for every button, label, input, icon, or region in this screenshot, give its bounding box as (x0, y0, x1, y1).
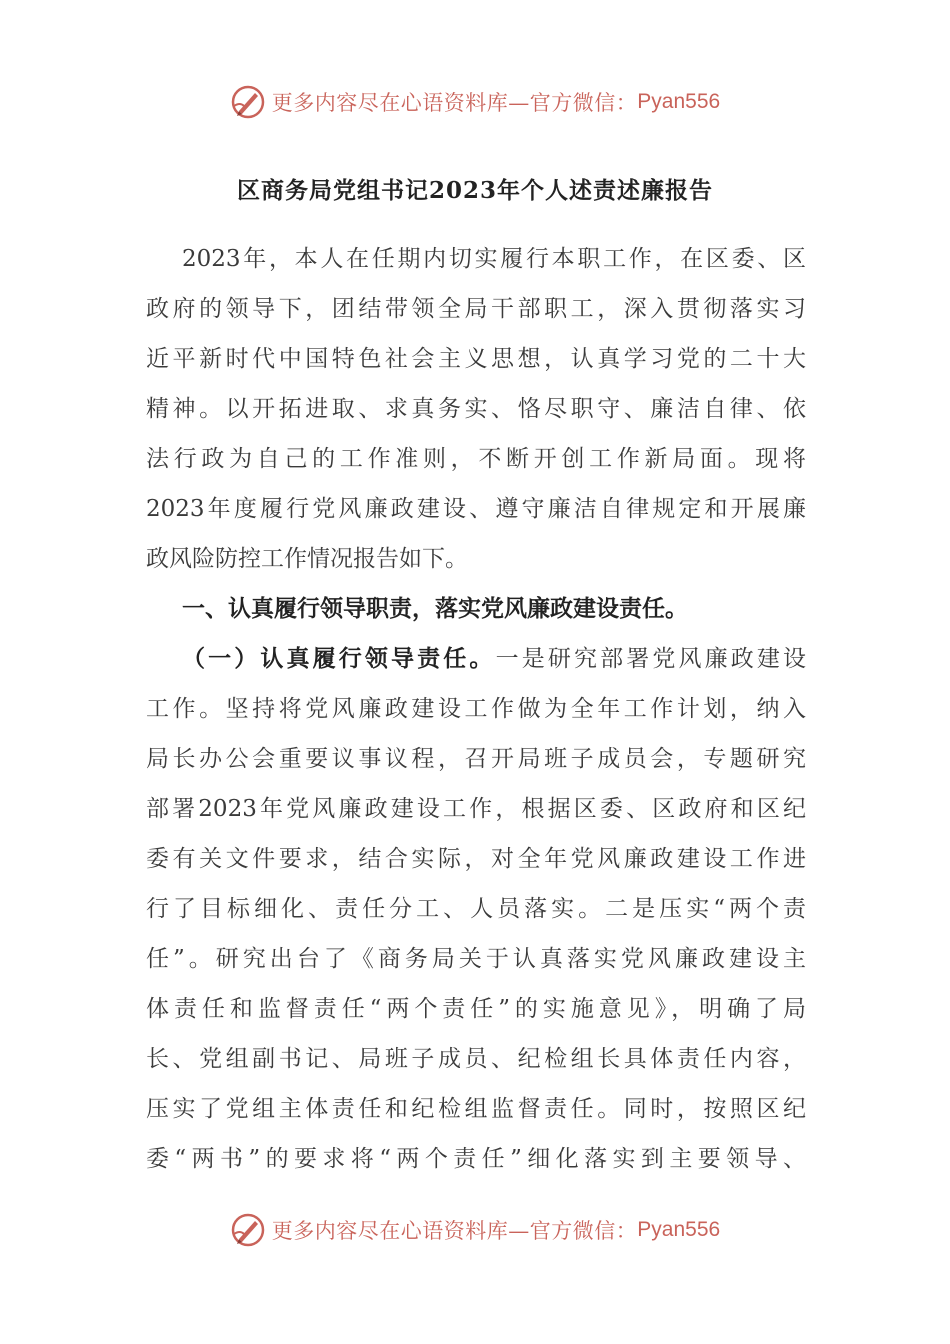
text-line: 2023年度履行党风廉政建设、遵守廉洁自律规定和开展廉 (146, 496, 806, 522)
pen-logo-icon (230, 1212, 266, 1248)
footer-banner (0, 1208, 950, 1252)
header-banner (0, 80, 950, 124)
subsection-heading-1: （一）认真履行领导责任。 (182, 645, 496, 672)
text-line: 政府的领导下，团结带领全局干部职工，深入贯彻落实习 (146, 296, 806, 322)
banner-text: 更多内容尽在心语资料库—官方微信： (271, 91, 638, 115)
text-line: 精神。以开拓进取、求真务实、恪尽职守、廉洁自律、依 (146, 396, 806, 422)
text-line: 行了目标细化、责任分工、人员落实。二是压实“两个责 (146, 896, 806, 922)
text-line: 体责任和监督责任“两个责任”的实施意见》，明确了局 (146, 996, 806, 1022)
text-line: 法行政为自己的工作准则，不断开创工作新局面。现将 (146, 446, 806, 472)
text-line: 政风险防控工作情况报告如下。 (146, 546, 468, 572)
subsection-first-line (146, 634, 806, 684)
text-line: 任”。研究出台了《商务局关于认真落实党风廉政建设主 (146, 946, 806, 972)
text-line: 委有关文件要求，结合实际，对全年党风廉政建设工作进 (146, 846, 806, 872)
paragraph-2 (146, 634, 806, 1184)
text-line: 压实了党组主体责任和纪检组监督责任。同时，按照区纪 (146, 1096, 806, 1122)
document-body (146, 234, 806, 1184)
section-heading-1: 一、认真履行领导职责，落实党风廉政建设责任。 (182, 595, 688, 622)
subsection-first-line-rest: 一是研究部署党风廉政建设 (495, 646, 807, 672)
banner-text: 更多内容尽在心语资料库—官方微信： (271, 1219, 638, 1243)
text-line: 2023年，本人在任期内切实履行本职工作，在区委、区 (182, 246, 806, 272)
text-line: 局长办公会重要议事议程，召开局班子成员会，专题研究 (146, 746, 806, 772)
text-line: 近平新时代中国特色社会主义思想，认真学习党的二十大 (146, 346, 806, 372)
text-line: 委“两书”的要求将“两个责任”细化落实到主要领导、 (146, 1146, 806, 1172)
paragraph-1 (146, 234, 806, 584)
document-title: 区商务局党组书记2023年个人述责述廉报告 (236, 177, 713, 204)
text-line: 部署2023年党风廉政建设工作，根据区委、区政府和区纪 (146, 796, 806, 822)
pen-logo-icon (230, 84, 266, 120)
text-line: 长、党组副书记、局班子成员、纪检组长具体责任内容， (146, 1046, 806, 1072)
text-line: 工作。坚持将党风廉政建设工作做为全年工作计划，纳入 (146, 696, 806, 722)
banner-wechat-id: Pyan556 (637, 90, 721, 113)
banner-wechat-id: Pyan556 (637, 1218, 721, 1241)
